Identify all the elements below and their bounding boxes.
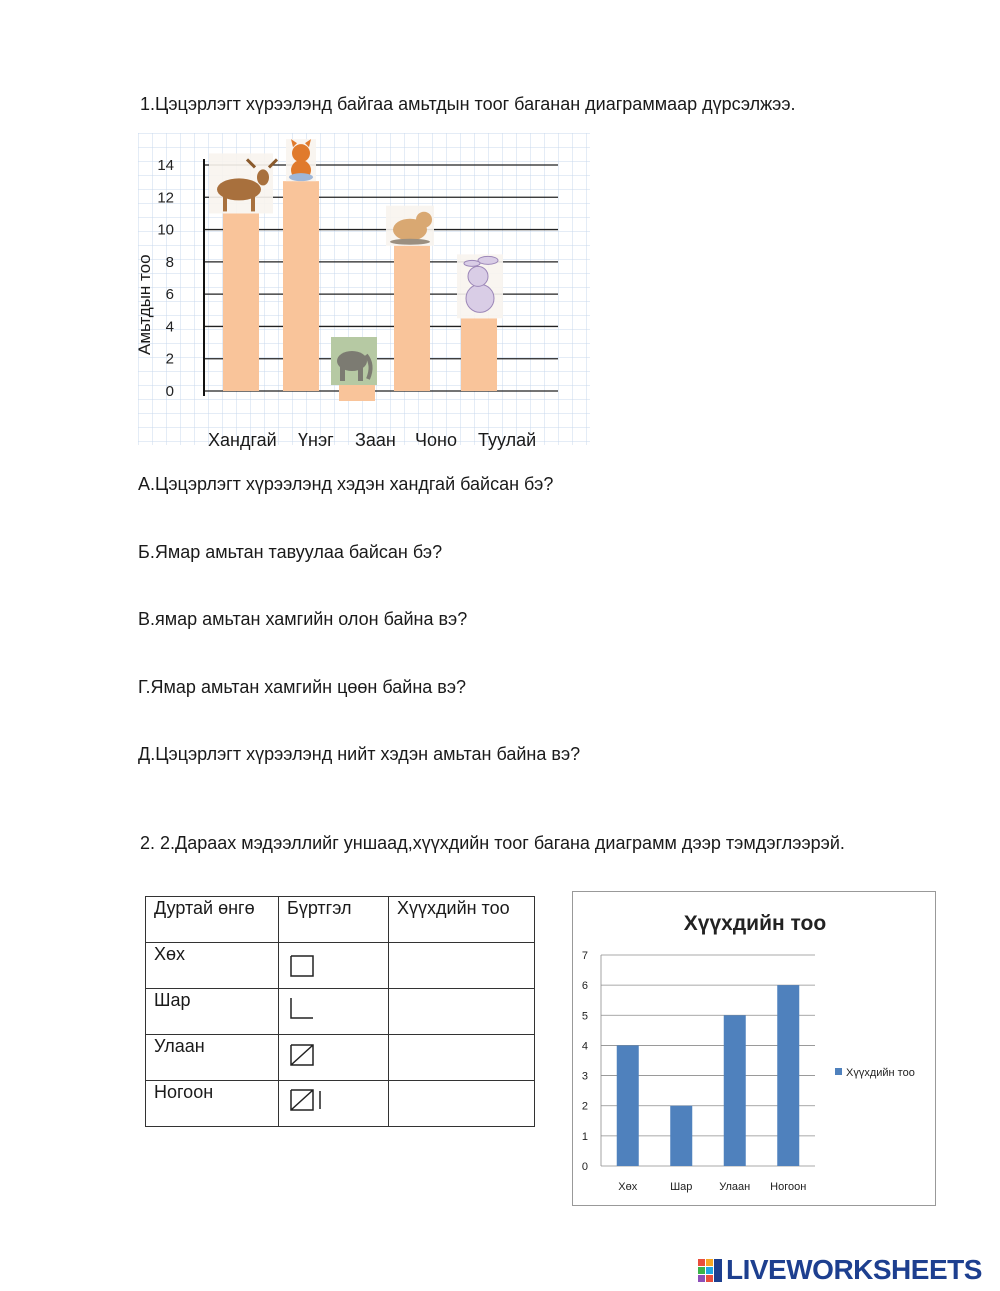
header-tally: Бүртгэл xyxy=(279,897,389,943)
y-tick-label: 10 xyxy=(157,221,174,239)
row-color-label: Улаан xyxy=(146,1035,279,1081)
xlabel-tuulai: Туулай xyxy=(478,430,537,450)
tally-cell xyxy=(279,989,389,1035)
tally-cell xyxy=(279,943,389,989)
table-header-row xyxy=(146,897,535,943)
tally-mark-6-icon xyxy=(287,1087,327,1113)
tally-mark-4-icon xyxy=(287,953,317,979)
liveworksheets-logo xyxy=(698,1254,982,1285)
y-tick-label: 2 xyxy=(165,350,174,368)
lynx-picture xyxy=(386,206,434,246)
logo-blocks-icon xyxy=(698,1257,724,1283)
y-tick-label: 12 xyxy=(157,189,174,207)
elephant-picture xyxy=(331,337,377,385)
y-tick-label: 7 xyxy=(581,950,588,962)
bar-0 xyxy=(223,213,259,391)
question-g: Г.Ямар амьтан хамгийн цөөн байна вэ? xyxy=(138,677,467,697)
y-tick-label: 4 xyxy=(165,318,174,336)
legend-swatch xyxy=(835,1068,842,1075)
y-tick-label: 6 xyxy=(581,980,588,993)
count-input-cell[interactable] xyxy=(389,943,535,989)
y-tick-label: 2 xyxy=(581,1100,588,1113)
y-tick-label: 5 xyxy=(581,1010,588,1023)
y-tick-label: 4 xyxy=(581,1040,588,1053)
fox-picture xyxy=(286,139,316,181)
y-tick-label: 1 xyxy=(581,1130,588,1143)
y-tick-label: 6 xyxy=(165,286,174,304)
children-bar-chart xyxy=(573,892,935,1205)
x-tick-label: Улаан xyxy=(719,1181,751,1193)
q2-title: 2. 2.Дараах мэдээллийг уншаад,хүүхдийн тоог багана диаграмм дээр тэмдэглээрэй. xyxy=(140,833,845,853)
tally-cell xyxy=(279,1035,389,1081)
y-tick-label: 0 xyxy=(165,383,174,400)
bar-3 xyxy=(394,246,430,391)
count-input-cell[interactable] xyxy=(389,1035,535,1081)
count-input-cell[interactable] xyxy=(389,989,535,1035)
tally-mark-2-icon xyxy=(287,995,317,1021)
chart1-ylabel: Амьтдын тоо xyxy=(135,254,154,355)
question-d: Д.Цэцэрлэгт хүрээлэнд нийт хэдэн амьтан байна вэ? xyxy=(138,744,581,764)
bar-2 xyxy=(724,1015,746,1166)
favorite-color-table xyxy=(145,896,535,1127)
y-tick-label: 0 xyxy=(581,1161,588,1173)
rabbit-picture xyxy=(457,254,503,318)
question-v: В.ямар амьтан хамгийн олон байна вэ? xyxy=(138,609,468,629)
count-input-cell[interactable] xyxy=(389,1081,535,1127)
tally-mark-5-icon xyxy=(287,1042,317,1068)
tally-cell xyxy=(279,1081,389,1127)
chart2-title: Хүүхдийн тоо xyxy=(683,912,827,935)
x-tick-label: Хөх xyxy=(618,1181,638,1193)
question-b: Б.Ямар амьтан тавуулаа байсан бэ? xyxy=(138,542,443,562)
q1-title: 1.Цэцэрлэгт хүрээлэнд байгаа амьтдын тоог баганан диаграммаар дүрсэлжээ. xyxy=(140,94,796,114)
animal-bar-chart xyxy=(135,133,590,445)
bar-0 xyxy=(617,1045,639,1166)
y-tick-label: 14 xyxy=(157,157,174,174)
bar-3 xyxy=(777,985,799,1166)
xlabel-chono: Чоно xyxy=(415,430,457,450)
bar-1 xyxy=(283,181,319,391)
y-tick-label: 3 xyxy=(581,1070,588,1083)
table-row xyxy=(146,1081,535,1127)
children-chart-frame xyxy=(572,891,936,1206)
moose-picture xyxy=(209,153,277,213)
chart1-xlabels xyxy=(208,430,588,454)
x-tick-label: Ногоон xyxy=(770,1181,807,1193)
row-color-label: Шар xyxy=(146,989,279,1035)
y-tick-label: 8 xyxy=(165,253,174,271)
header-color: Дуртай өнгө xyxy=(146,897,279,943)
bar-2 xyxy=(339,385,375,401)
xlabel-uneg: Үнэг xyxy=(298,430,334,450)
xlabel-zaan: Заан xyxy=(355,430,396,450)
x-tick-label: Шар xyxy=(670,1181,693,1193)
xlabel-khandgai: Хандгай xyxy=(208,430,277,450)
table-row xyxy=(146,989,535,1035)
bar-1 xyxy=(670,1106,692,1166)
question-a: А.Цэцэрлэгт хүрээлэнд хэдэн хандгай байсан бэ? xyxy=(138,474,554,494)
row-color-label: Ногоон xyxy=(146,1081,279,1127)
header-count: Хүүхдийн тоо xyxy=(389,897,535,943)
table-row xyxy=(146,1035,535,1081)
logo-text: LIVEWORKSHEETS xyxy=(726,1254,982,1285)
bar-4 xyxy=(461,318,497,391)
row-color-label: Хөх xyxy=(146,943,279,989)
legend-label: Хүүхдийн тоо xyxy=(846,1067,915,1079)
table-row xyxy=(146,943,535,989)
